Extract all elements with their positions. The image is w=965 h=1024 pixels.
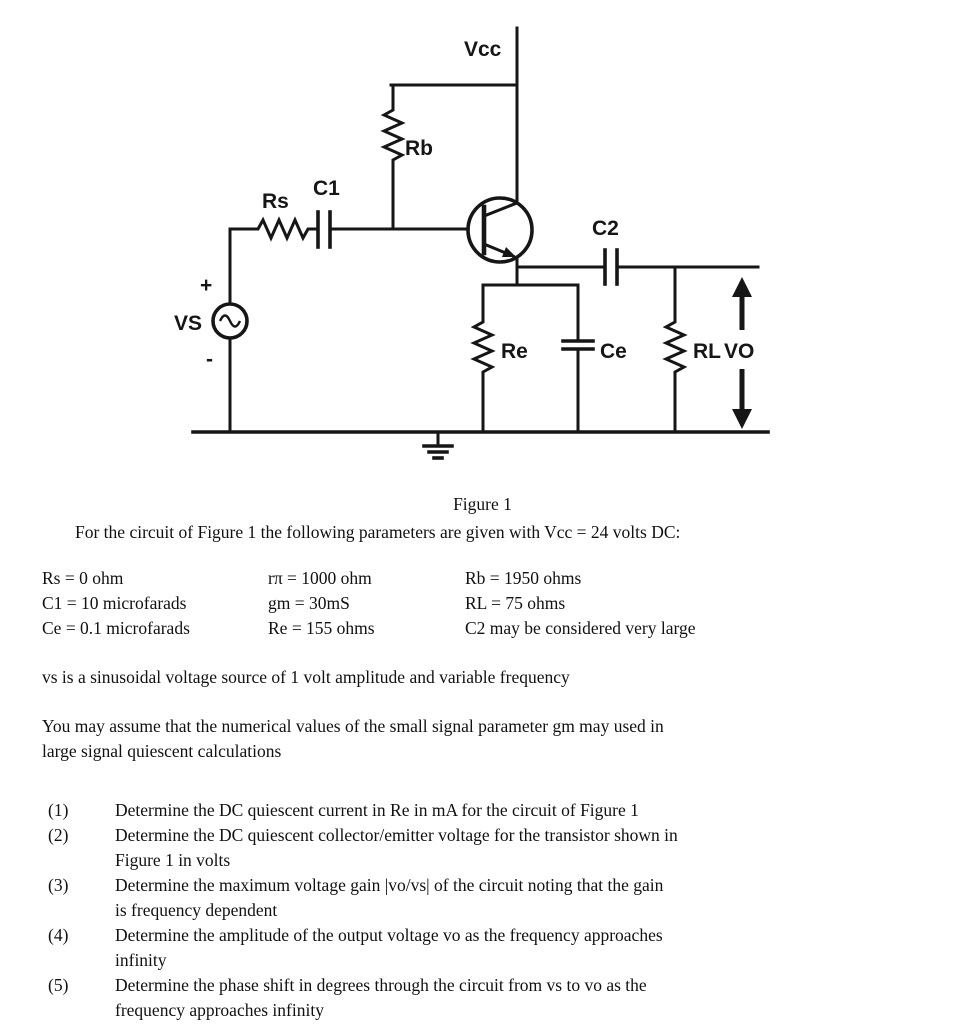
param-cell: gm = 30mS <box>268 593 350 613</box>
question-line: infinity <box>115 950 167 970</box>
label-vo: VO <box>724 340 755 363</box>
sine-wave-icon <box>220 316 240 327</box>
question-number: (2) <box>48 825 69 845</box>
label-vs: VS <box>174 312 203 335</box>
param-cell: Ce = 0.1 microfarads <box>42 618 190 638</box>
question-line: Determine the maximum voltage gain |vo/vs| of the circuit noting that the gain <box>115 875 664 895</box>
label-re: Re <box>501 340 528 363</box>
resistor-re <box>474 285 492 432</box>
vs-source <box>213 229 247 432</box>
capacitor-c2 <box>605 250 758 284</box>
parameter-table <box>42 566 965 641</box>
param-cell: rπ = 1000 ohm <box>268 568 372 588</box>
question-text <box>115 923 965 973</box>
capacitor-ce <box>563 285 593 432</box>
question-number: (5) <box>48 975 69 995</box>
question-line: Figure 1 in volts <box>115 850 231 870</box>
label-rl: RL <box>693 340 721 363</box>
question-item <box>48 873 965 923</box>
question-item <box>48 973 965 1023</box>
source-note: vs is a sinusoidal voltage source of 1 volt amplitude and variable frequency <box>42 667 570 687</box>
label-vcc: Vcc <box>464 38 502 61</box>
emitter-node-wires <box>483 267 605 285</box>
label-plus: + <box>200 274 213 297</box>
question-line: Determine the DC quiescent current in Re in mA for the circuit of Figure 1 <box>115 800 639 820</box>
label-rb: Rb <box>405 137 433 160</box>
question-number: (1) <box>48 800 69 820</box>
question-item <box>48 798 965 823</box>
param-cell: C2 may be considered very large <box>465 618 696 638</box>
question-text <box>115 798 965 823</box>
question-number: (4) <box>48 925 69 945</box>
figure-caption: Figure 1 <box>453 494 512 514</box>
ground-symbol-icon <box>424 432 452 458</box>
question-line: is frequency dependent <box>115 900 278 920</box>
param-cell: Rs = 0 ohm <box>42 568 124 588</box>
param-cell: Rb = 1950 ohms <box>465 568 582 588</box>
label-minus: - <box>206 348 213 371</box>
question-text <box>115 873 965 923</box>
question-line: Determine the phase shift in degrees through the circuit from vs to vo as the <box>115 975 647 995</box>
assumption-line: large signal quiescent calculations <box>42 741 282 761</box>
param-cell: RL = 75 ohms <box>465 593 566 613</box>
question-text <box>115 973 965 1023</box>
question-item <box>48 823 965 873</box>
resistor-rs <box>230 220 312 238</box>
label-rs: Rs <box>262 190 289 213</box>
question-line: Determine the DC quiescent collector/emitter voltage for the transistor shown in <box>115 825 678 845</box>
label-ce: Ce <box>600 340 627 363</box>
circuit-figure <box>0 0 965 490</box>
param-cell: Re = 155 ohms <box>268 618 375 638</box>
transistor <box>468 198 532 285</box>
resistor-rb <box>384 85 402 229</box>
label-c2: C2 <box>592 217 619 240</box>
question-line: frequency approaches infinity <box>115 1000 324 1020</box>
question-number: (3) <box>48 875 69 895</box>
question-list <box>48 798 965 1023</box>
param-cell: C1 = 10 microfarads <box>42 593 187 613</box>
resistor-rl <box>666 267 684 432</box>
assumption-paragraph <box>42 714 965 764</box>
label-c1: C1 <box>313 177 340 200</box>
question-line: Determine the amplitude of the output voltage vo as the frequency approaches <box>115 925 663 945</box>
question-item <box>48 923 965 973</box>
intro-line: For the circuit of Figure 1 the following parameters are given with Vcc = 24 volts DC: <box>75 522 681 542</box>
capacitor-c1 <box>312 212 484 247</box>
assumption-line: You may assume that the numerical values of the small signal parameter gm may used in <box>42 716 664 736</box>
question-text <box>115 823 965 873</box>
